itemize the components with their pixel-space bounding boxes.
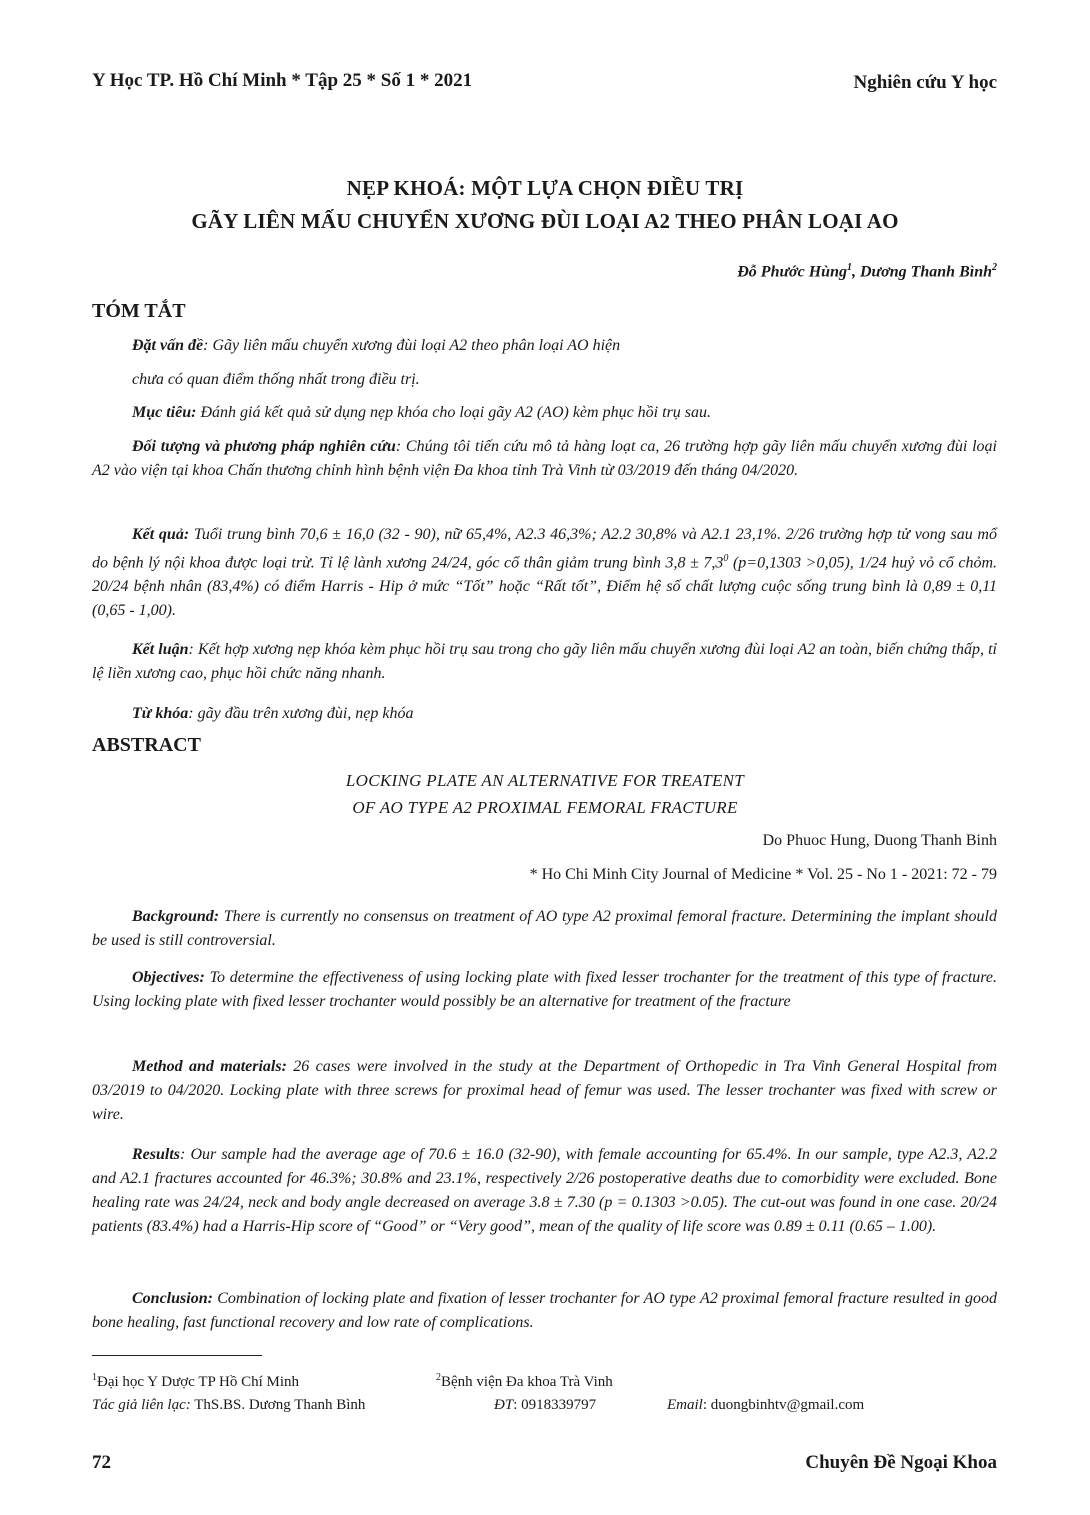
english-title-line-1: LOCKING PLATE AN ALTERNATIVE FOR TREATENT <box>345 771 745 790</box>
author-2: Dương Thanh Bình <box>859 263 992 281</box>
email-value[interactable]: : duongbinhtv@gmail.com <box>702 1397 865 1413</box>
summary-results-text-a: Tuổi trung bình 70,6 ± 16,0 (32 - 90), nữ 65,4%, A2.3 46,3%; A2.2 30,8% và A2.1 23,1%. 2/26 trường hợp tử vong sau mổ do bệnh lý nội khoa được loại trừ. Tỉ lệ lành xương 24/24, góc cổ thân giảm trung bình 3,8 ± 7,3 <box>92 526 997 572</box>
summary-methods <box>92 435 997 483</box>
author-1: Đỗ Phước Hùng <box>737 263 847 281</box>
abstract-objectives-label: Objectives: <box>132 969 205 986</box>
affiliation-1-text: Đại học Y Dược TP Hồ Chí Minh <box>97 1374 300 1390</box>
abstract-conclusion-text: Combination of locking plate and fixation of lesser trochanter for AO type A2 proximal femoral fracture resulted in good bone healing, fast functional recovery and low rate of complications. <box>92 1290 997 1331</box>
abstract-background-label: Background: <box>132 908 220 925</box>
phone-value: : 0918339797 <box>513 1397 597 1413</box>
abstract-methods-text: 26 cases were involved in the study at the Department of Orthopedic in Tra Vinh General Hospital from 03/2019 to 04/2020. Locking plate with three screws for proximal head of femur was used. The lesser trochanter was fixed with screw or wire. <box>92 1058 998 1123</box>
abstract-results-text: : Our sample had the average age of 70.6 ± 16.0 (32-90), with female accounting for 65.4%. In our sample, type A2.3, A2.2 and A2.1 fractures accounted for 46.3%; 30.8% and 23.1%, respectively 2/26 postoperative deaths due to comorbidity were excluded. Bone healing rate was 24/24, neck and body angle decreased on average 3.8 ± 7.30 (p = 0.1303 >0.05). The cut-out was found in one case. 20/24 patients (83.4%) had a Harris-Hip score of “Good” or “Very good”, mean of the quality of life score was 0.89 ± 0.11 (0.65 – 1.00). <box>92 1146 997 1235</box>
email-info <box>667 1397 864 1414</box>
author-2-affiliation: 2 <box>992 262 997 273</box>
summary-results <box>92 523 997 623</box>
author-separator: , <box>851 263 860 281</box>
summary-objective <box>132 401 711 425</box>
email-label: Email <box>667 1397 703 1413</box>
summary-results-label: Kết quả: <box>132 526 190 543</box>
abstract-conclusion <box>92 1287 997 1335</box>
summary-methods-label: Đối tượng và phương pháp nghiên cứu <box>132 438 396 455</box>
english-title-line-2: OF AO TYPE A2 PROXIMAL FEMORAL FRACTURE <box>352 798 738 817</box>
page-number: 72 <box>92 1452 111 1473</box>
summary-keywords <box>132 702 413 726</box>
summary-objective-text: Đánh giá kết quả sử dụng nẹp khóa cho loại gãy A2 (AO) kèm phục hồi trụ sau. <box>196 404 712 421</box>
summary-background-text: : Gãy liên mấu chuyển xương đùi loại A2 theo phân loại AO hiện <box>203 337 621 354</box>
author-1-affiliation: 1 <box>846 262 852 273</box>
abstract-conclusion-label: Conclusion: <box>132 1290 213 1307</box>
summary-keywords-label: Từ khóa <box>132 705 189 722</box>
summary-heading: TÓM TẮT <box>92 300 186 322</box>
journal-header: Y Học TP. Hồ Chí Minh * Tập 25 * Số 1 * 2021 <box>92 70 473 91</box>
corresponding-author <box>92 1397 365 1414</box>
phone-info <box>494 1397 596 1414</box>
abstract-results <box>92 1143 997 1239</box>
summary-conclusion-label: Kết luận <box>132 641 189 658</box>
section-header: Nghiên cứu Y học <box>853 72 997 93</box>
title-line-1: NẸP KHOÁ: MỘT LỰA CHỌN ĐIỀU TRỊ <box>346 176 744 200</box>
phone-label: ĐT <box>494 1397 514 1413</box>
abstract-methods <box>92 1055 997 1127</box>
affiliation-2-text: Bệnh viện Đa khoa Trà Vinh <box>441 1374 613 1390</box>
summary-conclusion <box>92 638 997 686</box>
abstract-objectives <box>92 966 997 1014</box>
abstract-background-text: There is currently no consensus on treatment of AO type A2 proximal femoral fracture. Determining the implant should be used is still controversial. <box>92 908 997 949</box>
title-line-2: GÃY LIÊN MẤU CHUYỂN XƯƠNG ĐÙI LOẠI A2 THEO PHÂN LOẠI AO <box>191 209 899 233</box>
abstract-methods-label: Method and materials: <box>132 1058 287 1075</box>
summary-objective-label: Mục tiêu: <box>132 404 197 421</box>
authors-vietnamese <box>737 262 997 281</box>
citation-line: * Ho Chi Minh City Journal of Medicine * Vol. 25 - No 1 - 2021: 72 - 79 <box>529 866 997 883</box>
abstract-heading: ABSTRACT <box>92 734 201 756</box>
summary-background-label: Đặt vấn đề <box>132 337 204 354</box>
affiliation-1-mark: 1 <box>92 1372 97 1383</box>
affiliation-2-mark: 2 <box>436 1372 441 1383</box>
summary-background-line-1 <box>132 334 620 358</box>
footnote-divider <box>92 1355 262 1356</box>
affiliation-1 <box>92 1372 299 1391</box>
summary-conclusion-text: : Kết hợp xương nẹp khóa kèm phục hồi trụ sau trong cho gãy liên mấu chuyển xương đùi loại A2 an toàn, biến chứng thấp, tỉ lệ liền xương cao, phục hồi chức năng nhanh. <box>92 641 997 682</box>
corresponding-author-name: ThS.BS. Dương Thanh Bình <box>190 1397 366 1413</box>
summary-results-text-b: (p=0,1303 >0,05), 1/24 huỷ vỏ cổ chỏm. 20/24 bệnh nhân (83,4%) có điểm Harris - Hip ở mức “Tốt” hoặc “Rất tốt”, Điểm hệ số chất lượng cuộc sống trung bình là 0,89 ± 0,11 (0,65 - 1,00). <box>92 554 998 620</box>
abstract-objectives-text: To determine the effectiveness of using locking plate with fixed lesser trochanter for the treatment of this type of fracture. Using locking plate with fixed lesser trochanter would possibly be an alternative for treatment of the fracture <box>92 969 997 1010</box>
summary-methods-text: : Chúng tôi tiến cứu mô tả hàng loạt ca, 26 trường hợp gãy liên mấu chuyển xương đùi loại A2 vào viện tại khoa Chấn thương chỉnh hình bệnh viện Đa khoa tỉnh Trà Vinh từ 03/2019 đến tháng 04/2020. <box>92 438 998 479</box>
issue-name: Chuyên Đề Ngoại Khoa <box>805 1452 997 1473</box>
corresponding-author-label: Tác giả liên lạc: <box>92 1397 191 1413</box>
summary-background-line-2: chưa có quan điểm thống nhất trong điều trị. <box>132 371 420 388</box>
summary-keywords-text: : gãy đầu trên xương đùi, nẹp khóa <box>188 705 414 722</box>
summary-results-degree: 0 <box>723 553 729 564</box>
abstract-background <box>92 905 997 953</box>
abstract-results-label: Results <box>132 1146 181 1163</box>
english-authors: Do Phuoc Hung, Duong Thanh Binh <box>762 832 997 849</box>
affiliation-2 <box>436 1372 613 1391</box>
